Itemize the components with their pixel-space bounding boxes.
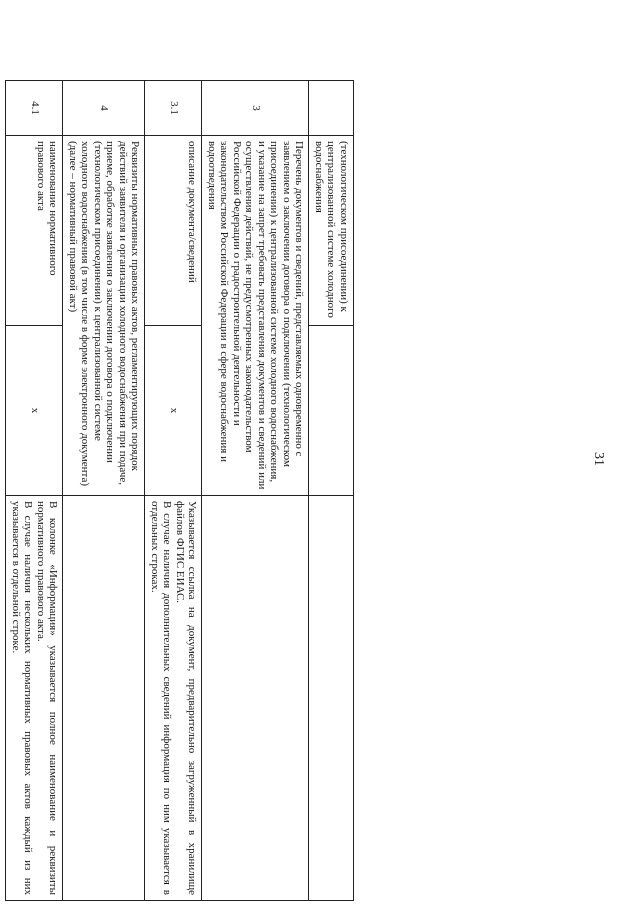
row-number-cell: 3 — [202, 81, 309, 136]
note-line: В колонке «Информация» указывается полное наименование и реквизиты нормативного правового акта. — [35, 501, 60, 895]
row-number-cell: 3.1 — [145, 81, 202, 136]
row-note-cell — [145, 496, 202, 901]
row-name-cell: описание документа/сведений — [145, 136, 202, 326]
row-number-cell — [309, 81, 354, 136]
row-note-cell — [309, 496, 354, 901]
row-info-cell: x — [6, 326, 63, 496]
note-line: В случае наличия нескольких нормативных правовых актов каждый из них указывается в отдельной строке. — [10, 501, 35, 895]
row-info-cell — [309, 326, 354, 496]
row-name-cell: Перечень документов и сведений, представляемых одновременно с заявлением о заключении договора о подключении (технологическом присоединении) к централизованной системе холодного водоснабжения, и указание на запрет требовать представления документов и сведений или осуществления действий, не предусмотренных законодательством Российской Федерации о градостроительной деятельности и законодательством Российской Федерации в сфере водоснабжения и водоотведения — [202, 136, 309, 496]
table-landscape-frame — [10, 80, 354, 900]
row-name-cell: Реквизиты нормативных правовых актов, регламентирующих порядок действий заявителя и организации холодного водоснабжения при подаче, приеме, обработке заявления о заключении договора о подключении (технологическом присоединении) к централизованной системе холодного водоснабжения (в том числе в форме электронного документа) (далее – нормативный правовой акт) — [63, 136, 145, 496]
row-note-cell — [202, 496, 309, 901]
table-row — [202, 81, 309, 901]
row-note-cell — [6, 496, 63, 901]
row-name-cell: (технологическом присоединении) к централизованной системе холодного водоснабжения — [309, 136, 354, 326]
table-row — [309, 81, 354, 901]
table-row — [6, 81, 63, 901]
note-line: Указывается ссылка на документ, предварительно загруженный в хранилище файлов ФГИС ЕИАС. — [174, 501, 199, 895]
note-line: В случае наличия дополнительных сведений информация по ним указывается в отдельных строках. — [149, 501, 174, 895]
row-number-cell: 4.1 — [6, 81, 63, 136]
row-info-cell: x — [145, 326, 202, 496]
table-row — [145, 81, 202, 901]
row-note-cell — [63, 496, 145, 901]
row-name-cell: наименование нормативного правового акта — [6, 136, 63, 326]
requirements-table — [6, 80, 355, 901]
table-row — [63, 81, 145, 901]
page-number: 31 — [591, 452, 606, 466]
rotated-table-container — [10, 80, 354, 900]
row-number-cell: 4 — [63, 81, 145, 136]
